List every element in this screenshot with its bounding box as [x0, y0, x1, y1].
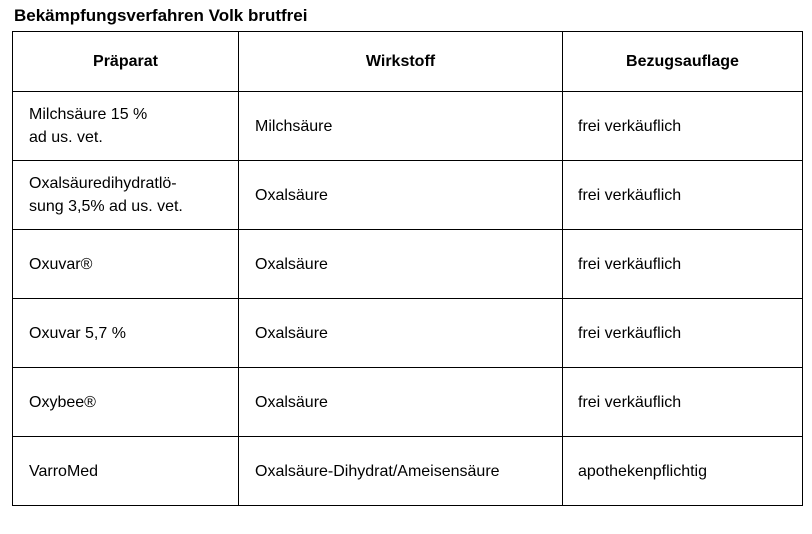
cell-text: Oxalsäure [255, 393, 328, 411]
column-header-wirkstoff: Wirkstoff [239, 32, 563, 92]
table-row [13, 368, 803, 437]
treatment-table [12, 31, 803, 506]
cell-praeparat [13, 230, 239, 299]
cell-text: Oxalsäure [255, 324, 328, 342]
cell-praeparat [13, 92, 239, 161]
cell-text: frei verkäuflich [578, 324, 682, 342]
cell-text: frei verkäuflich [578, 393, 682, 411]
cell-bezugsauflage [563, 299, 803, 368]
table-row [13, 299, 803, 368]
cell-text: Oxybee® [29, 393, 96, 411]
table-row [13, 92, 803, 161]
cell-wirkstoff [239, 230, 563, 299]
cell-wirkstoff [239, 161, 563, 230]
cell-praeparat [13, 437, 239, 506]
cell-text: Milchsäure [255, 117, 333, 135]
cell-text: Oxalsäuredihydratlö- sung 3,5% ad us. vet. [29, 175, 183, 215]
cell-wirkstoff [239, 299, 563, 368]
cell-text: Oxuvar® [29, 255, 93, 273]
cell-text: apothekenpflichtig [578, 462, 707, 480]
cell-text: Oxalsäure [255, 255, 328, 273]
column-header-praeparat: Präparat [13, 32, 239, 92]
cell-text: VarroMed [29, 462, 99, 480]
cell-text: Oxalsäure [255, 186, 328, 204]
table-row [13, 437, 803, 506]
cell-bezugsauflage [563, 92, 803, 161]
cell-text: frei verkäuflich [578, 186, 682, 204]
cell-text: frei verkäuflich [578, 117, 682, 135]
cell-bezugsauflage [563, 161, 803, 230]
document-title: Bekämpfungsverfahren Volk brutfrei [14, 6, 308, 25]
cell-praeparat [13, 161, 239, 230]
cell-praeparat [13, 299, 239, 368]
cell-text: Milchsäure 15 % ad us. vet. [29, 106, 148, 146]
cell-bezugsauflage [563, 368, 803, 437]
cell-text: Oxalsäure-Dihydrat/Ameisensäure [255, 462, 500, 480]
table-header-row [13, 32, 803, 92]
column-header-bezugsauflage: Bezugsauflage [563, 32, 803, 92]
table-row [13, 161, 803, 230]
cell-wirkstoff [239, 368, 563, 437]
cell-text: Oxuvar 5,7 % [29, 324, 126, 342]
cell-bezugsauflage [563, 230, 803, 299]
cell-bezugsauflage [563, 437, 803, 506]
cell-wirkstoff [239, 437, 563, 506]
cell-wirkstoff [239, 92, 563, 161]
table-row [13, 230, 803, 299]
cell-text: frei verkäuflich [578, 255, 682, 273]
cell-praeparat [13, 368, 239, 437]
